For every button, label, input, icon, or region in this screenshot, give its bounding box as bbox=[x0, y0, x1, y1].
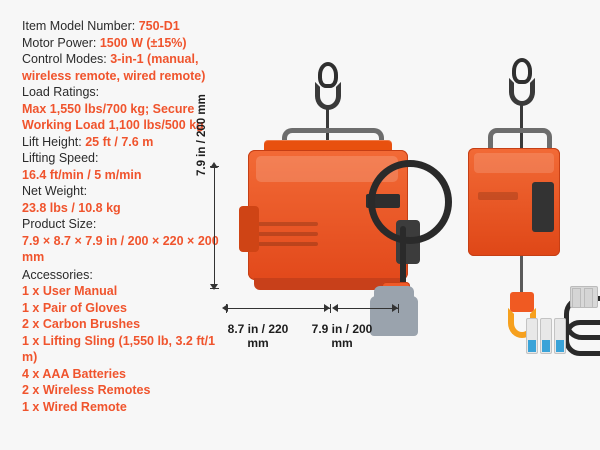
height-dimension-label: 7.9 in / 200 mm bbox=[196, 94, 208, 176]
accessories-heading: Accessories: bbox=[22, 267, 93, 282]
accessory-item: 1 x User Manual bbox=[22, 284, 118, 298]
spec-value-lift-height: 25 ft / 7.6 m bbox=[85, 134, 154, 149]
spec-value-control-modes: 3-in-1 (manual, wireless remote, wired remote) bbox=[22, 52, 206, 83]
specification-list bbox=[22, 18, 222, 415]
spec-value-load-ratings: Max 1,550 lbs/700 kg; Secure Working Load 1,100 lbs/500 kg bbox=[22, 101, 204, 132]
hoist-motor-housing bbox=[532, 182, 554, 232]
aaa-battery-image bbox=[540, 318, 552, 354]
product-image-area bbox=[200, 0, 600, 450]
accessory-item: 2 x Wireless Remotes bbox=[22, 383, 151, 397]
hoist-rating-label bbox=[478, 192, 518, 200]
width-dimension-label: 8.7 in / 220 mm bbox=[227, 322, 289, 350]
spec-row-load-ratings bbox=[22, 84, 222, 134]
spec-value-motor-power: 1500 W (±15%) bbox=[99, 35, 187, 50]
dimension-tick bbox=[210, 166, 219, 167]
spec-label-model: Item Model Number: bbox=[22, 19, 139, 33]
depth-dimension-line bbox=[336, 308, 398, 309]
hoist-vent bbox=[258, 222, 318, 226]
spec-value-product-size: 7.9 × 8.7 × 7.9 in / 200 × 220 × 200 mm bbox=[22, 233, 219, 264]
width-arrow-left-icon bbox=[222, 304, 228, 312]
spec-label-product-size: Product Size: bbox=[22, 217, 97, 231]
electric-hoist-secondary-unit bbox=[468, 148, 560, 256]
spec-value-lifting-speed: 16.4 ft/min / 5 m/min bbox=[22, 167, 142, 182]
spec-row-control-modes bbox=[22, 51, 222, 84]
accessory-item: 1 x Lifting Sling (1,550 lb, 3.2 ft/1 m) bbox=[22, 333, 216, 364]
width-dimension-line bbox=[226, 308, 330, 309]
power-cable-coil bbox=[368, 160, 452, 244]
spec-value-model: 750-D1 bbox=[138, 19, 180, 33]
hoist-handle-icon bbox=[488, 128, 552, 149]
accessory-item: 2 x Carbon Brushes bbox=[22, 317, 141, 331]
lifting-sling-image bbox=[564, 320, 600, 356]
accessory-item: 4 x AAA Batteries bbox=[22, 366, 126, 381]
spec-label-lifting-speed: Lifting Speed: bbox=[22, 151, 99, 165]
hoist-vent bbox=[258, 232, 318, 236]
dimension-tick bbox=[398, 304, 399, 313]
spec-label-net-weight: Net Weight: bbox=[22, 184, 88, 198]
aaa-battery-image bbox=[526, 318, 538, 354]
dimension-tick bbox=[226, 304, 227, 313]
steel-wire-rope bbox=[520, 256, 523, 296]
spec-label-motor-power: Motor Power: bbox=[22, 35, 100, 50]
height-dimension-line bbox=[214, 166, 215, 288]
spec-row-model bbox=[22, 18, 222, 35]
depth-dimension-label: 7.9 in / 200 mm bbox=[311, 322, 373, 350]
spec-row-product-size bbox=[22, 216, 222, 266]
accessory-item: 1 x Pair of Gloves bbox=[22, 300, 127, 315]
spec-label-load-ratings: Load Ratings: bbox=[22, 85, 100, 99]
spec-value-net-weight: 23.8 lbs / 10.8 kg bbox=[22, 200, 121, 215]
spec-label-control-modes: Control Modes: bbox=[22, 52, 111, 66]
carbon-brush-image bbox=[584, 288, 593, 308]
dimension-tick bbox=[330, 304, 331, 313]
hoist-vent bbox=[258, 242, 318, 246]
carbon-brush-image bbox=[572, 288, 581, 308]
height-arrow-up-icon bbox=[210, 162, 218, 168]
power-cable bbox=[400, 226, 406, 286]
aaa-battery-image bbox=[554, 318, 566, 354]
spec-row-lift-height bbox=[22, 134, 222, 151]
spec-label-lift-height: Lift Height: bbox=[22, 134, 86, 149]
height-arrow-down-icon bbox=[210, 284, 218, 290]
hoist-drum bbox=[239, 206, 259, 252]
spec-row-motor-power bbox=[22, 35, 222, 52]
spec-row-net-weight bbox=[22, 183, 222, 216]
depth-arrow-left-icon bbox=[332, 304, 338, 312]
hoist-body bbox=[468, 148, 560, 256]
dimension-tick bbox=[210, 288, 219, 289]
accessory-item: 1 x Wired Remote bbox=[22, 399, 127, 414]
